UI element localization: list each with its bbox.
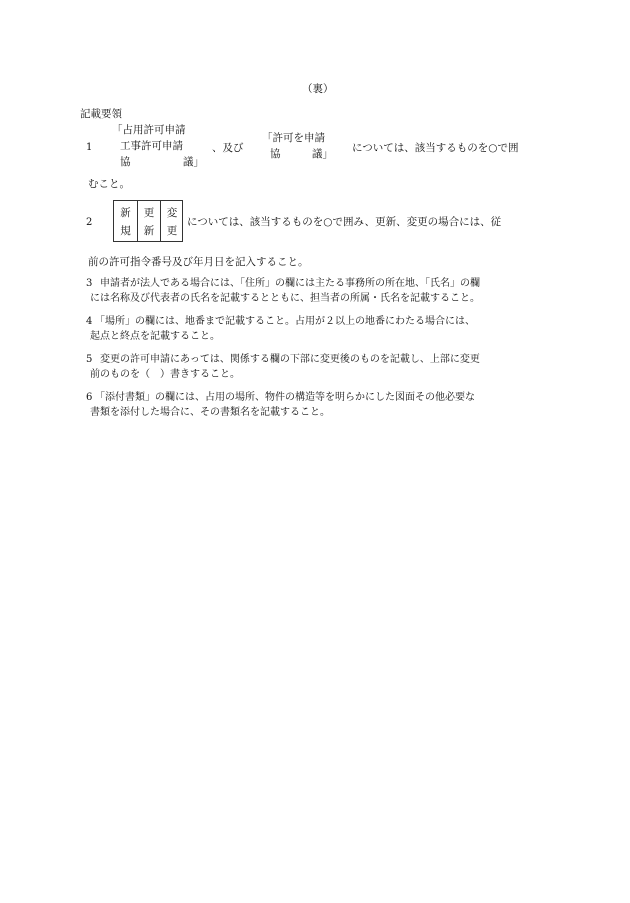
item-text: 「添付書類」の欄には、占用の場所、物件の構造等を明らかにした図面その他必要な xyxy=(95,392,475,403)
item-number: 5 xyxy=(86,354,93,365)
section-title: 記載要領 xyxy=(80,108,122,120)
bracket-line-3: 協 議」 xyxy=(120,156,204,168)
box-column-change: 変 更 xyxy=(160,201,183,241)
item-number: 3 xyxy=(86,278,93,289)
item-text: 「場所」の欄には、地番まで記載すること。占用が２以上の地番にわたる場合には、 xyxy=(95,316,475,327)
item-text: については、該当するものを○で囲み、更新、変更の場合には、従 xyxy=(187,216,502,228)
item-number: 2 xyxy=(86,217,93,228)
bracket-line-2: 工事許可申請 xyxy=(120,140,183,152)
item-number: 6 xyxy=(86,392,93,403)
item-number: 1 xyxy=(86,142,93,153)
item-number: 4 xyxy=(86,316,93,327)
page-side-label: （裏） xyxy=(302,83,334,95)
item-text-continued: 前のものを（ ）書きすること。 xyxy=(90,369,240,380)
box-column-new: 新 規 xyxy=(120,207,131,237)
item-text: 変更の許可申請にあっては、関係する欄の下部に変更後のものを記載し、上部に変更 xyxy=(100,354,480,365)
category-box xyxy=(113,200,183,242)
item-text-continued: 起点と終点を記載すること。 xyxy=(90,331,220,342)
box-column-renew: 更 新 xyxy=(137,201,160,241)
bracket-line-1: 「占用許可申請 xyxy=(112,124,186,136)
item-text-continued: むこと。 xyxy=(88,178,130,190)
item-text-continued: 前の許可指令番号及び年月日を記入すること。 xyxy=(88,256,309,268)
conjunction-text: 、及び xyxy=(212,142,244,154)
item-text: 申請者が法人である場合には、「住所」の欄には主たる事務所の所在地、「氏名」の欄 xyxy=(100,278,480,289)
bracket2-line-2: 協 議」 xyxy=(270,148,333,160)
bracket2-line-1: 「許可を申請 xyxy=(262,132,325,144)
item-text-continued: には名称及び代表者の氏名を記載するとともに、担当者の所属・氏名を記載すること。 xyxy=(90,293,480,304)
item-text-continued: 書類を添付した場合に、その書類名を記載すること。 xyxy=(90,407,330,418)
item-text: については、該当するものを○で囲 xyxy=(352,142,519,154)
